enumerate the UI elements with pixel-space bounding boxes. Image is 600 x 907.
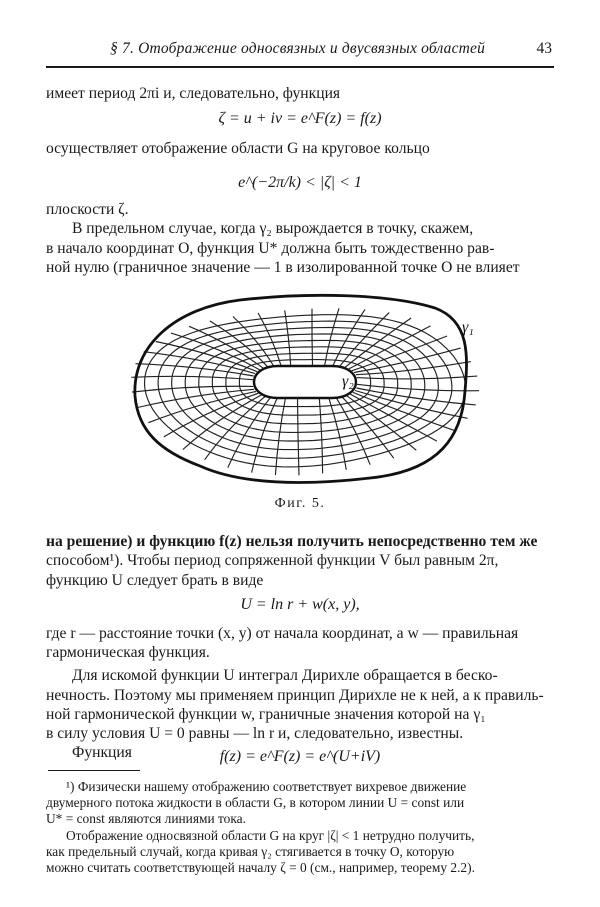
- footnote-line-1: ¹) Физически нашему отображению соответствует вихревое движение: [66, 779, 467, 794]
- figure-caption: Фиг. 5.: [274, 496, 326, 511]
- grid-radial-curve: [205, 396, 266, 460]
- grid-radial-curve: [136, 364, 254, 376]
- formula-2: e^(−2π/k) < |ζ| < 1: [238, 174, 362, 191]
- gamma2-label: γ₂: [342, 373, 354, 390]
- inner-boundary-gamma2: [254, 366, 356, 398]
- paragraph-6: Функция: [72, 744, 132, 761]
- paragraph-3-line-1-text: на решение) и функцию f(z) нельзя получить непосредственно тем же: [46, 533, 538, 550]
- page-number: 43: [536, 40, 552, 57]
- formula-1: ζ = u + iv = e^F(z) = f(z): [218, 110, 382, 127]
- paragraph-3-line-1: [46, 532, 554, 551]
- text-line-2: осуществляет отображение области G на круговое кольцо: [46, 140, 430, 157]
- footnote-line-4: Отображение односвязной области G на круг |ζ| < 1 нетрудно получить,: [66, 828, 475, 843]
- paragraph-5-line-1: Для искомой функции U интеграл Дирихле обращается в беско-: [72, 667, 498, 684]
- grid-radial-curve: [333, 309, 366, 366]
- paragraph-4-line-1: где r — расстояние точки (x, y) от начала координат, а w — правильная: [46, 625, 519, 642]
- running-header: § 7. Отображение односвязных и двусвязных областей: [110, 40, 486, 57]
- grid-radial-curve: [319, 398, 322, 474]
- grid-radial-curve: [357, 376, 477, 379]
- paragraph-5-line-2: нечность. Поэтому мы применяем принцип Дирихле не к ней, а к правиль-: [46, 687, 544, 704]
- paragraph-4-line-2: гармоническая функция.: [46, 644, 210, 661]
- grid-radial-curve: [275, 398, 285, 475]
- paragraph-2-line-2: в начало координат O, функция U* должна быть тождественно рав-: [46, 240, 495, 257]
- footnote-line-2: двумерного потока жидкости в области G, в котором линии U = const или: [46, 795, 465, 810]
- paragraph-3-line-3: функцию U следует брать в виде: [46, 572, 264, 589]
- grid-radial-curve: [329, 398, 347, 470]
- paragraph-3-line-2: способом¹). Чтобы период сопряженной функции V был равным 2π,: [46, 552, 499, 569]
- grid-radial-curve: [312, 309, 313, 366]
- gamma1-label: γ₁: [462, 319, 474, 336]
- grid-radial-curve: [357, 384, 479, 390]
- grid-radial-curve: [131, 376, 253, 379]
- text-line-3: плоскости ζ.: [46, 201, 129, 218]
- grid-radial-curve: [298, 398, 300, 475]
- footnote-line-5: как предельный случай, когда кривая γ₂ стягивается в точку O, которую: [46, 844, 455, 859]
- grid-radial-curve: [252, 397, 278, 472]
- footnote-rule: [48, 770, 140, 771]
- paragraph-5-line-3: ной гармонической функции w, граничные значения которой на γ₁: [46, 706, 486, 723]
- grid-radial-curve: [285, 310, 291, 366]
- grid-radial-curve: [258, 313, 281, 366]
- paragraph-2-line-1: В предельном случае, когда γ₂ вырождается в точку, скажем,: [72, 220, 474, 237]
- grid-radial-curve: [138, 389, 255, 407]
- grid-radial-curve: [156, 342, 257, 372]
- header-rule: [46, 66, 554, 68]
- paragraph-2-line-3: ной нулю (граничное значение — 1 в изолированной точке O не влияет: [46, 259, 520, 276]
- formula-4: f(z) = e^F(z) = e^(U+iV): [219, 748, 381, 765]
- text-line-1: имеет период 2πi и, следовательно, функция: [46, 85, 341, 102]
- footnote-line-6: можно считать соответствующей началу ζ = 0 (см., например, теорему 2.2).: [46, 860, 475, 875]
- formula-3: U = ln r + w(x, y),: [240, 596, 360, 613]
- paragraph-5-line-4: в силу условия U = 0 равны — ln r и, следовательно, известны.: [46, 725, 464, 742]
- footnote-line-3: U* = const являются линиями тока.: [46, 811, 246, 826]
- conformal-grid-figure: [120, 286, 500, 492]
